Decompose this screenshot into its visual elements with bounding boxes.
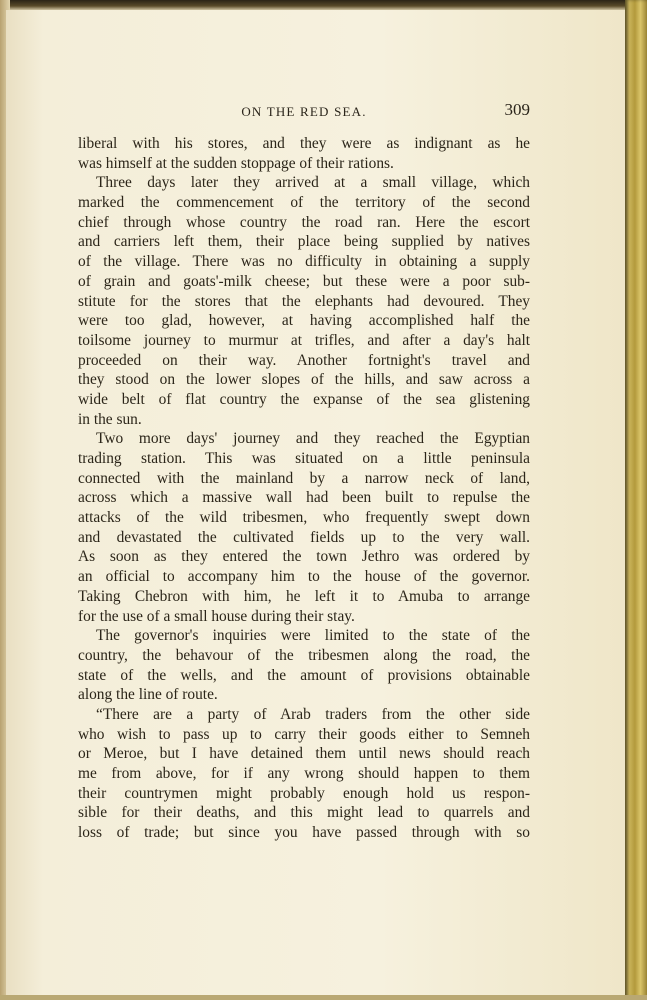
text-line: who wish to pass up to carry their goods either to Semneh bbox=[78, 725, 530, 743]
text-line: liberal with his stores, and they were as indignant as he bbox=[78, 135, 530, 152]
text-line: attacks of the wild tribesmen, who frequently swept down bbox=[78, 509, 530, 527]
text-line: was himself at the sudden stoppage of their rations. bbox=[78, 154, 394, 172]
text-line: connected with the mainland by a narrow neck of land, bbox=[78, 469, 530, 487]
text-line: they stood on the lower slopes of the hills, and saw across a bbox=[78, 371, 530, 389]
text-line: trading station. This was situated on a little peninsula bbox=[78, 450, 530, 467]
page-number: 309 bbox=[504, 100, 530, 119]
page-bottom-edge bbox=[0, 995, 647, 1000]
text-line: marked the commencement of the territory of the second bbox=[78, 194, 530, 212]
text-line: of the village. There was no difficulty in obtaining a supply bbox=[78, 253, 530, 271]
text-line: and devastated the cultivated fields up to the very wall. bbox=[78, 528, 530, 546]
text-line: sible for their deaths, and this might lead to quarrels and bbox=[78, 804, 530, 822]
text-line: an official to accompany him to the house of the governor. bbox=[78, 568, 530, 586]
page-top-shadow bbox=[0, 0, 647, 10]
text-line: Two more days' journey and they reached the Egyptian bbox=[96, 430, 530, 448]
text-line: As soon as they entered the town Jethro was ordered by bbox=[78, 548, 530, 566]
text-line: toilsome journey to murmur at trifles, and after a day's halt bbox=[78, 331, 530, 349]
text-line: chief through whose country the road ran. Here the escort bbox=[78, 213, 530, 231]
gilt-page-edges bbox=[625, 0, 647, 1000]
text-line: and carriers left them, their place being supplied by natives bbox=[78, 233, 530, 251]
text-line: wide belt of flat country the expanse of the sea glistening bbox=[78, 390, 530, 408]
text-line: were too glad, however, at having accomplished half the bbox=[78, 312, 530, 330]
text-line: for the use of a small house during their stay. bbox=[78, 607, 355, 625]
text-line: state of the wells, and the amount of provisions obtainable bbox=[78, 666, 530, 684]
text-line: “There are a party of Arab traders from the other side bbox=[96, 705, 530, 723]
text-line: Three days later they arrived at a small village, which bbox=[96, 174, 530, 192]
text-line: proceeded on their way. Another fortnight's travel and bbox=[78, 351, 530, 369]
body-text bbox=[78, 134, 530, 843]
text-line: their countrymen might probably enough hold us respon- bbox=[78, 784, 530, 802]
text-line: or Meroe, but I have detained them until news should reach bbox=[78, 745, 530, 763]
page-header bbox=[78, 100, 530, 124]
text-line: stitute for the stores that the elephants had devoured. They bbox=[78, 292, 530, 310]
text-line: of grain and goats'-milk cheese; but these were a poor sub- bbox=[78, 272, 530, 290]
text-line: along the line of route. bbox=[78, 686, 218, 704]
text-line: loss of trade; but since you have passed through with so bbox=[78, 824, 530, 842]
text-line: me from above, for if any wrong should happen to them bbox=[78, 765, 530, 782]
text-line: The governor's inquiries were limited to the state of the bbox=[96, 627, 530, 645]
text-line: across which a massive wall had been built to repulse the bbox=[78, 489, 530, 507]
text-line: country, the behavour of the tribesmen along the road, the bbox=[78, 646, 530, 664]
text-line: in the sun. bbox=[78, 410, 142, 428]
running-head: ON THE RED SEA. bbox=[241, 104, 367, 119]
text-line: Taking Chebron with him, he left it to Amuba to arrange bbox=[78, 587, 530, 605]
